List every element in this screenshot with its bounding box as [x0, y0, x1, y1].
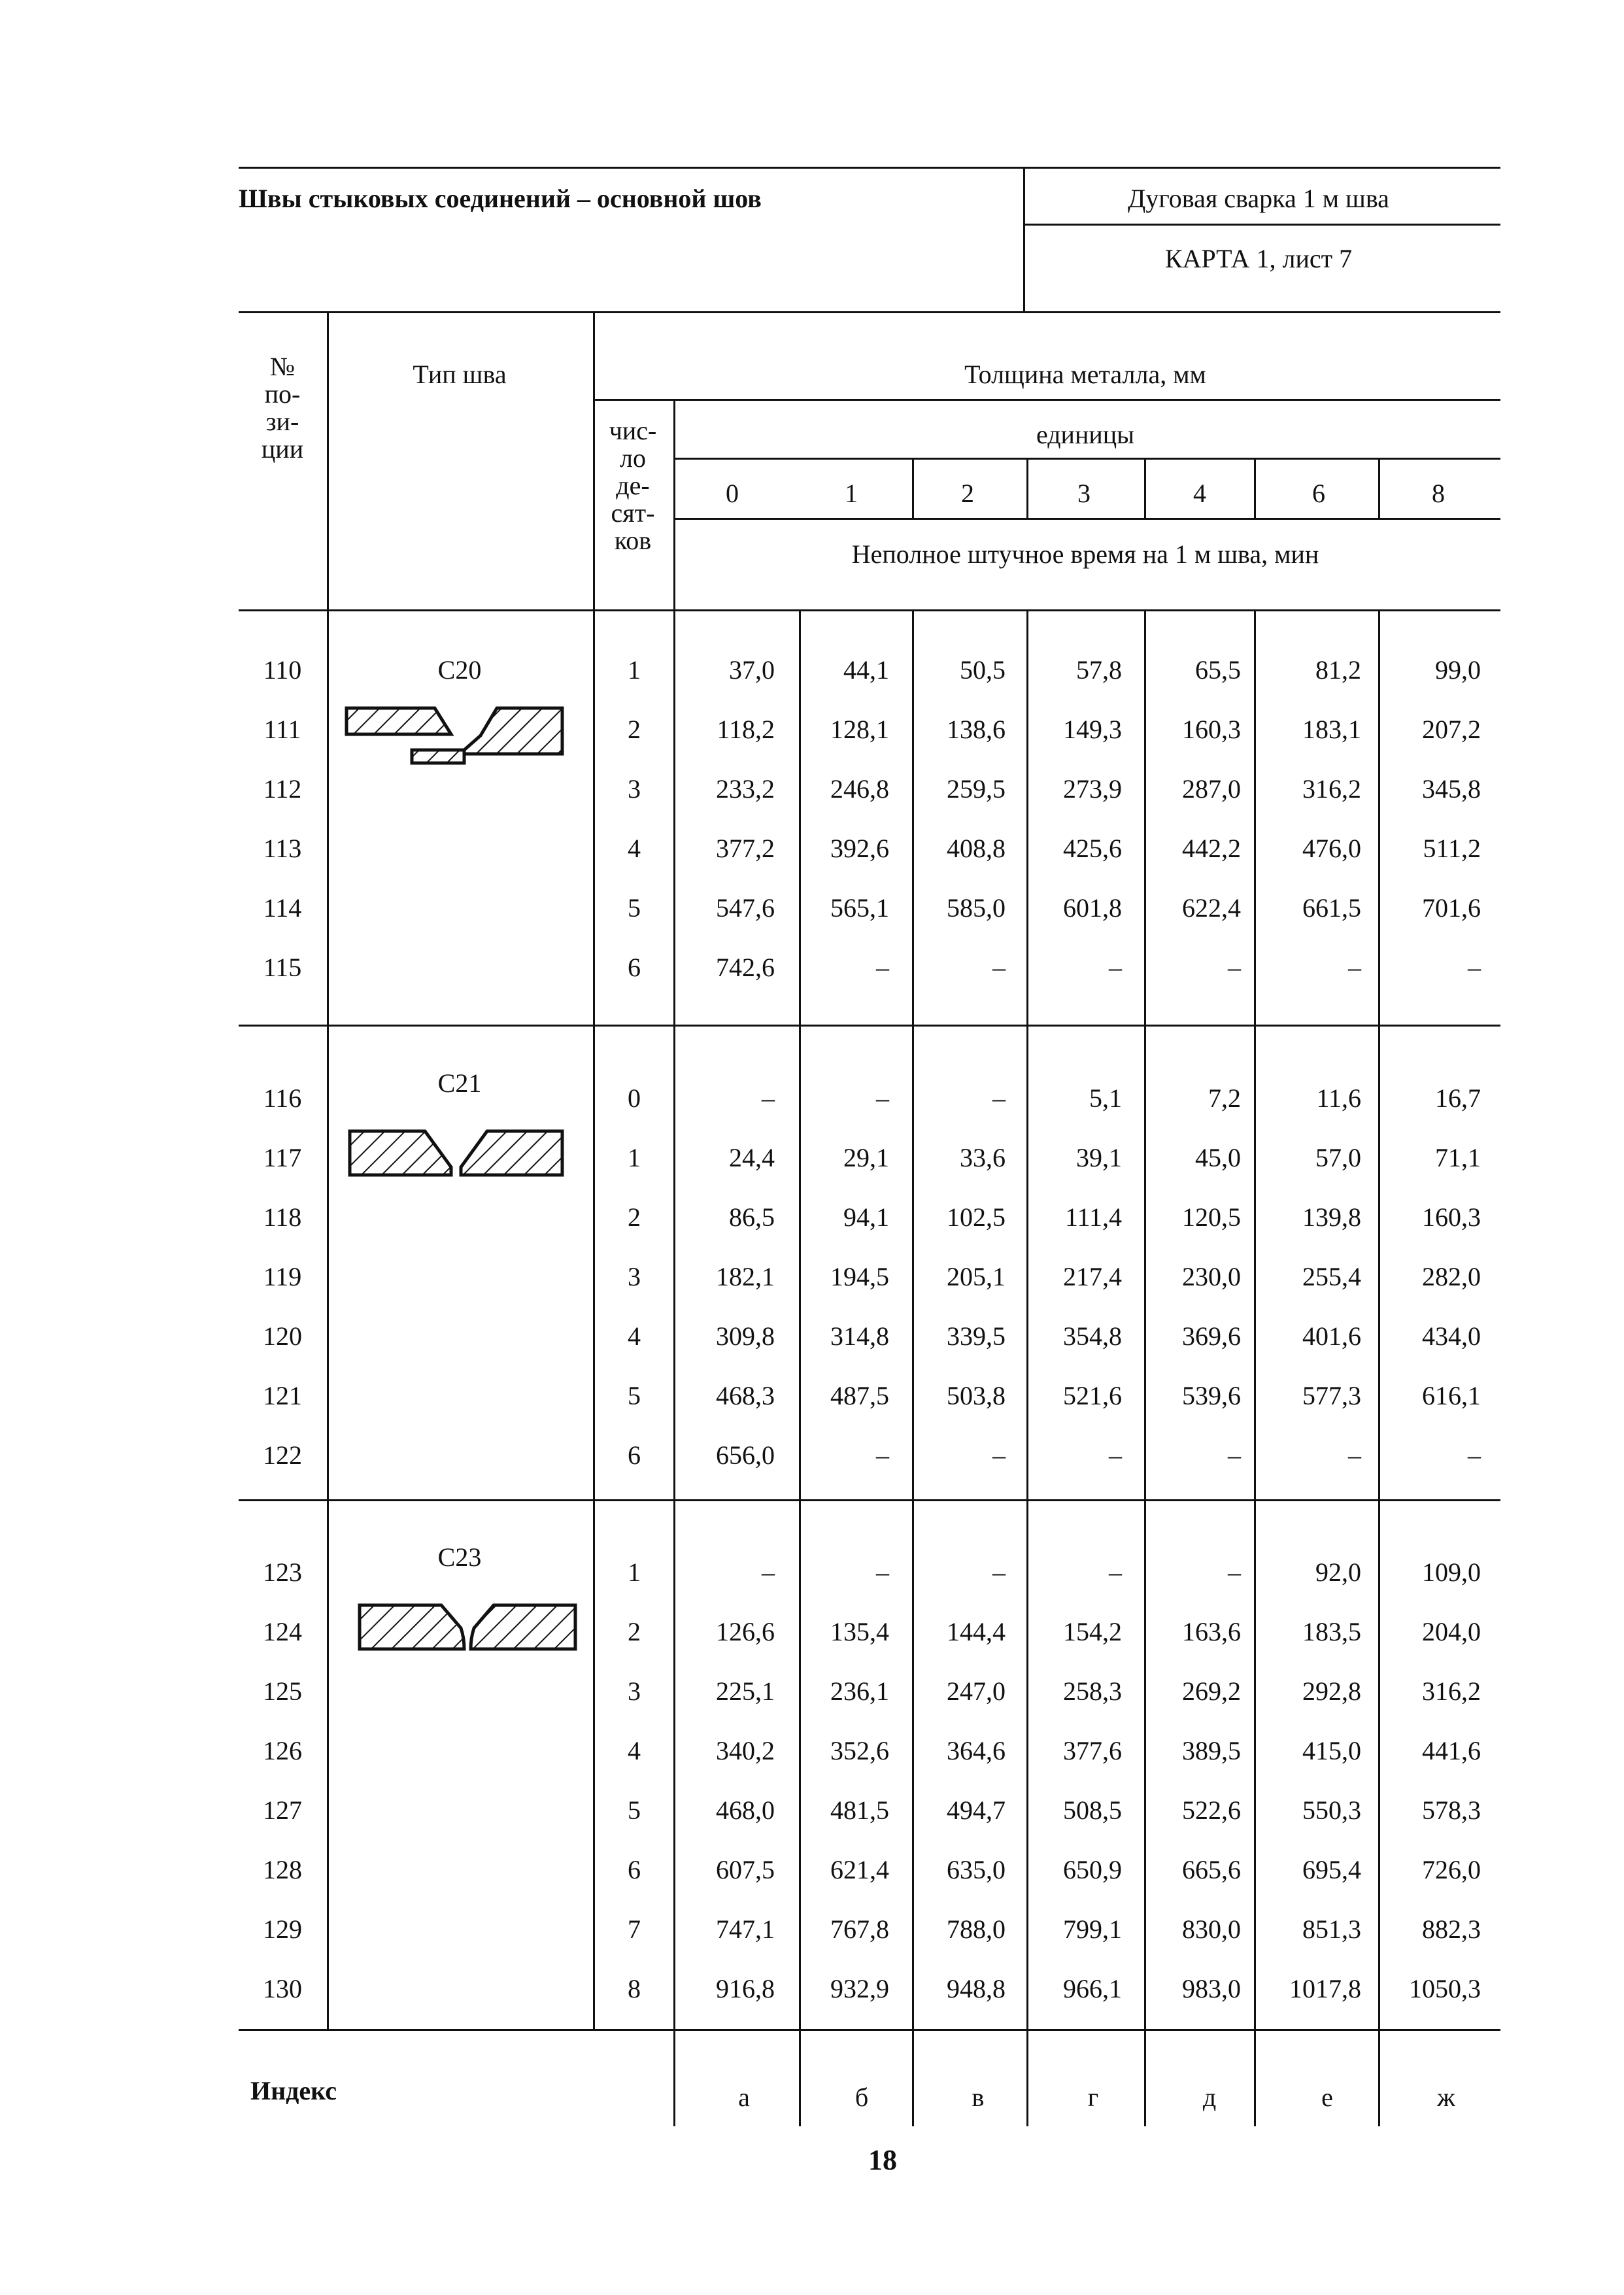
row-value: 247,0 — [947, 1676, 1006, 1706]
row-value: 128,1 — [830, 715, 889, 744]
row-value: 511,2 — [1423, 834, 1481, 863]
row-value: 126,6 — [716, 1617, 775, 1646]
body-col-line — [912, 611, 914, 2126]
row-tens: 1 — [628, 655, 641, 685]
row-position: 112 — [263, 774, 302, 804]
row-position: 115 — [263, 953, 302, 982]
row-position: 121 — [263, 1381, 302, 1410]
unit-header-4: 4 — [1193, 479, 1206, 508]
unit-header-0: 0 — [726, 479, 739, 508]
row-value: 29,1 — [843, 1143, 889, 1172]
row-position: 111 — [263, 715, 301, 744]
row-value: 102,5 — [947, 1202, 1006, 1232]
col-line-pos — [327, 313, 329, 2029]
row-value: 138,6 — [947, 715, 1006, 744]
row-value: – — [1109, 1557, 1122, 1587]
row-value: 144,4 — [947, 1617, 1006, 1646]
row-tens: 4 — [628, 834, 641, 863]
row-value: 601,8 — [1063, 893, 1122, 923]
row-value: 742,6 — [716, 953, 775, 982]
row-value: – — [992, 1557, 1006, 1587]
row-value: – — [1468, 1440, 1481, 1470]
row-value: 236,1 — [830, 1676, 889, 1706]
row-value: 217,4 — [1063, 1262, 1122, 1291]
row-tens: 6 — [628, 953, 641, 982]
row-value: 1017,8 — [1289, 1974, 1361, 2003]
row-value: 16,7 — [1435, 1083, 1481, 1113]
body-col-line — [1378, 611, 1380, 2126]
body-col-line — [1144, 611, 1146, 2126]
row-value: 316,2 — [1302, 774, 1361, 804]
row-tens: 2 — [628, 1617, 641, 1646]
row-value: 340,2 — [716, 1736, 775, 1765]
index-letter-g: г — [1087, 2082, 1099, 2112]
index-letter-v: в — [972, 2082, 985, 2112]
row-value: 442,2 — [1182, 834, 1241, 863]
row-value: 118,2 — [717, 715, 775, 744]
row-value: 135,4 — [830, 1617, 889, 1646]
row-value: 916,8 — [716, 1974, 775, 2003]
row-position: 113 — [263, 834, 302, 863]
row-value: 665,6 — [1182, 1855, 1241, 1884]
row-value: 539,6 — [1182, 1381, 1241, 1410]
row-value: – — [1228, 953, 1241, 982]
row-value: 33,6 — [960, 1143, 1006, 1172]
row-value: 44,1 — [843, 655, 889, 685]
group-separator — [239, 1499, 1500, 1501]
row-value: 282,0 — [1422, 1262, 1481, 1291]
hdr-rule-units-top — [675, 458, 1500, 460]
row-value: 182,1 — [716, 1262, 775, 1291]
unit-line-hdr — [1144, 459, 1146, 518]
row-position: 124 — [263, 1617, 302, 1646]
row-value: 408,8 — [947, 834, 1006, 863]
row-value: 204,0 — [1422, 1617, 1481, 1646]
row-value: 71,1 — [1435, 1143, 1481, 1172]
row-value: 259,5 — [947, 774, 1006, 804]
row-value: 547,6 — [716, 893, 775, 923]
row-value: 345,8 — [1422, 774, 1481, 804]
row-value: 650,9 — [1063, 1855, 1122, 1884]
col-header-seam-type: Тип шва — [413, 360, 507, 389]
row-value: 656,0 — [716, 1440, 775, 1470]
row-value: 120,5 — [1182, 1202, 1241, 1232]
row-tens: 4 — [628, 1736, 641, 1765]
row-position: 117 — [263, 1143, 302, 1172]
body-col-line — [799, 611, 801, 2126]
row-position: 119 — [263, 1262, 302, 1291]
row-value: 851,3 — [1302, 1914, 1361, 1944]
row-tens: 4 — [628, 1321, 641, 1351]
col-header-time: Неполное штучное время на 1 м шва, мин — [851, 539, 1319, 569]
page-title: Швы стыковых соединений – основной шов — [239, 184, 762, 213]
row-value: 635,0 — [947, 1855, 1006, 1884]
row-value: 522,6 — [1182, 1795, 1241, 1825]
row-value: 65,5 — [1195, 655, 1241, 685]
row-tens: 0 — [628, 1083, 641, 1113]
row-tens: 6 — [628, 1855, 641, 1884]
row-position: 114 — [263, 893, 302, 923]
row-value: – — [1348, 953, 1361, 982]
row-value: 434,0 — [1422, 1321, 1481, 1351]
row-value: 1050,3 — [1409, 1974, 1481, 2003]
unit-line-hdr — [912, 459, 914, 518]
body-col-line — [1026, 611, 1028, 2126]
row-position: 127 — [263, 1795, 302, 1825]
row-value: 364,6 — [947, 1736, 1006, 1765]
row-value: 695,4 — [1302, 1855, 1361, 1884]
row-value: 86,5 — [729, 1202, 775, 1232]
row-value: – — [992, 1083, 1006, 1113]
row-position: 126 — [263, 1736, 302, 1765]
row-value: – — [876, 1083, 889, 1113]
row-value: 160,3 — [1182, 715, 1241, 744]
header-bottom-rule — [239, 311, 1500, 313]
row-value: 205,1 — [947, 1262, 1006, 1291]
row-value: 550,3 — [1302, 1795, 1361, 1825]
row-value: 377,6 — [1063, 1736, 1122, 1765]
row-position: 129 — [263, 1914, 302, 1944]
row-position: 118 — [263, 1202, 302, 1232]
row-value: 352,6 — [830, 1736, 889, 1765]
row-value: 354,8 — [1063, 1321, 1122, 1351]
row-value: – — [1228, 1557, 1241, 1587]
row-value: – — [762, 1083, 775, 1113]
row-value: 966,1 — [1063, 1974, 1122, 2003]
row-value: 487,5 — [830, 1381, 889, 1410]
header-mid-rule — [1023, 224, 1500, 226]
unit-header-3: 3 — [1077, 479, 1091, 508]
row-value: 425,6 — [1063, 834, 1122, 863]
index-letter-e: е — [1321, 2082, 1333, 2112]
row-value: 585,0 — [947, 893, 1006, 923]
row-value: – — [762, 1557, 775, 1587]
row-value: 45,0 — [1195, 1143, 1241, 1172]
row-value: 81,2 — [1315, 655, 1361, 685]
row-value: 767,8 — [830, 1914, 889, 1944]
row-value: 983,0 — [1182, 1974, 1241, 2003]
row-value: 163,6 — [1182, 1617, 1241, 1646]
index-letter-a: а — [738, 2082, 750, 2112]
index-label: Индекс — [250, 2076, 337, 2105]
row-value: – — [992, 1440, 1006, 1470]
row-value: 701,6 — [1422, 893, 1481, 923]
row-position: 123 — [263, 1557, 302, 1587]
unit-header-6: 6 — [1312, 479, 1325, 508]
row-value: 339,5 — [947, 1321, 1006, 1351]
seam-sketch-c21 — [347, 1128, 566, 1180]
row-tens: 7 — [628, 1914, 641, 1944]
row-tens: 6 — [628, 1440, 641, 1470]
row-value: – — [876, 1557, 889, 1587]
seam-sketch-c23 — [356, 1602, 579, 1654]
row-tens: 5 — [628, 1381, 641, 1410]
row-position: 120 — [263, 1321, 302, 1351]
row-value: – — [1468, 953, 1481, 982]
row-position: 122 — [263, 1440, 302, 1470]
row-value: 747,1 — [716, 1914, 775, 1944]
col-line-seam — [593, 313, 595, 2029]
row-value: 111,4 — [1064, 1202, 1122, 1232]
row-value: 183,1 — [1302, 715, 1361, 744]
row-value: 377,2 — [716, 834, 775, 863]
row-value: 269,2 — [1182, 1676, 1241, 1706]
row-value: 94,1 — [843, 1202, 889, 1232]
unit-header-2: 2 — [961, 479, 974, 508]
row-tens: 3 — [628, 1262, 641, 1291]
row-value: 415,0 — [1302, 1736, 1361, 1765]
row-value: 194,5 — [830, 1262, 889, 1291]
welding-method: Дуговая сварка 1 м шва — [1128, 184, 1389, 213]
unit-line-hdr — [1378, 459, 1380, 518]
hdr-rule-units-bottom — [675, 518, 1500, 520]
row-value: 273,9 — [1063, 774, 1122, 804]
row-value: 233,2 — [716, 774, 775, 804]
row-value: 154,2 — [1063, 1617, 1122, 1646]
row-tens: 5 — [628, 893, 641, 923]
row-value: 441,6 — [1422, 1736, 1481, 1765]
row-value: 621,4 — [830, 1855, 889, 1884]
row-value: 37,0 — [729, 655, 775, 685]
row-value: 369,6 — [1182, 1321, 1241, 1351]
row-value: 830,0 — [1182, 1914, 1241, 1944]
row-value: 468,3 — [716, 1381, 775, 1410]
hdr-rule-thickness — [594, 399, 1500, 401]
row-position: 110 — [263, 655, 302, 685]
row-value: 788,0 — [947, 1914, 1006, 1944]
row-value: 255,4 — [1302, 1262, 1361, 1291]
row-value: 726,0 — [1422, 1855, 1481, 1884]
header-divider — [1023, 167, 1025, 313]
seam-sketch-c20 — [343, 703, 569, 765]
page-number: 18 — [868, 2144, 897, 2176]
col-header-tens: чис- ло де- сят- ков — [609, 416, 657, 555]
row-value: – — [1109, 953, 1122, 982]
row-value: 607,5 — [716, 1855, 775, 1884]
seam-type-c20: С20 — [437, 655, 482, 685]
row-value: 7,2 — [1208, 1083, 1241, 1113]
row-tens: 1 — [628, 1557, 641, 1587]
row-value: 207,2 — [1422, 715, 1481, 744]
table-header-bottom-rule — [239, 609, 1500, 611]
row-tens: 8 — [628, 1974, 641, 2003]
row-value: 481,5 — [830, 1795, 889, 1825]
row-value: – — [992, 953, 1006, 982]
row-value: 11,6 — [1316, 1083, 1361, 1113]
row-value: 109,0 — [1422, 1557, 1481, 1587]
row-value: 494,7 — [947, 1795, 1006, 1825]
row-value: 139,8 — [1302, 1202, 1361, 1232]
row-value: 258,3 — [1063, 1676, 1122, 1706]
card-label: КАРТА 1, лист 7 — [1164, 244, 1353, 273]
row-value: 160,3 — [1422, 1202, 1481, 1232]
unit-line-hdr — [1026, 459, 1028, 518]
unit-header-1: 1 — [845, 479, 858, 508]
seam-type-c23: С23 — [437, 1542, 482, 1572]
col-header-metal-thickness: Толщина металла, мм — [964, 360, 1206, 389]
row-value: 309,8 — [716, 1321, 775, 1351]
table-bottom-rule — [239, 2029, 1500, 2031]
row-value: 39,1 — [1076, 1143, 1122, 1172]
top-rule — [239, 167, 1500, 169]
unit-line-hdr — [1254, 459, 1256, 518]
row-value: 230,0 — [1182, 1262, 1241, 1291]
row-position: 130 — [263, 1974, 302, 2003]
row-value: – — [876, 1440, 889, 1470]
row-position: 116 — [263, 1083, 302, 1113]
row-tens: 1 — [628, 1143, 641, 1172]
row-value: 578,3 — [1422, 1795, 1481, 1825]
row-value: 476,0 — [1302, 834, 1361, 863]
row-value: 565,1 — [830, 893, 889, 923]
row-value: 316,2 — [1422, 1676, 1481, 1706]
row-value: – — [1348, 1440, 1361, 1470]
row-value: 468,0 — [716, 1795, 775, 1825]
row-value: – — [1228, 1440, 1241, 1470]
seam-type-c21: С21 — [437, 1068, 482, 1098]
row-value: 5,1 — [1089, 1083, 1122, 1113]
row-value: 50,5 — [960, 655, 1006, 685]
row-value: 401,6 — [1302, 1321, 1361, 1351]
row-value: 948,8 — [947, 1974, 1006, 2003]
row-value: 57,8 — [1076, 655, 1122, 685]
row-value: 521,6 — [1063, 1381, 1122, 1410]
row-value: 392,6 — [830, 834, 889, 863]
row-position: 125 — [263, 1676, 302, 1706]
row-value: 314,8 — [830, 1321, 889, 1351]
group-separator — [239, 1025, 1500, 1027]
row-value: – — [1109, 1440, 1122, 1470]
row-value: 287,0 — [1182, 774, 1241, 804]
row-value: 292,8 — [1302, 1676, 1361, 1706]
col-header-units: единицы — [1036, 420, 1135, 449]
row-value: 149,3 — [1063, 715, 1122, 744]
row-value: 246,8 — [830, 774, 889, 804]
row-value: 882,3 — [1422, 1914, 1481, 1944]
row-tens: 5 — [628, 1795, 641, 1825]
row-value: 799,1 — [1063, 1914, 1122, 1944]
row-tens: 2 — [628, 715, 641, 744]
row-tens: 3 — [628, 774, 641, 804]
row-value: 183,5 — [1302, 1617, 1361, 1646]
row-value: 577,3 — [1302, 1381, 1361, 1410]
row-value: 508,5 — [1063, 1795, 1122, 1825]
row-value: 225,1 — [716, 1676, 775, 1706]
row-value: 622,4 — [1182, 893, 1241, 923]
row-value: 92,0 — [1315, 1557, 1361, 1587]
col-header-position: № по- зи- ции — [261, 352, 304, 464]
row-value: – — [876, 953, 889, 982]
row-value: 389,5 — [1182, 1736, 1241, 1765]
row-value: 932,9 — [830, 1974, 889, 2003]
unit-header-8: 8 — [1432, 479, 1445, 508]
index-letter-d: д — [1202, 2082, 1217, 2112]
col-line-tens — [673, 400, 675, 2126]
body-col-line — [1254, 611, 1256, 2126]
row-tens: 2 — [628, 1202, 641, 1232]
row-value: 616,1 — [1422, 1381, 1481, 1410]
row-value: 503,8 — [947, 1381, 1006, 1410]
row-value: 57,0 — [1315, 1143, 1361, 1172]
row-position: 128 — [263, 1855, 302, 1884]
index-letter-zh: ж — [1437, 2082, 1455, 2112]
row-value: 99,0 — [1435, 655, 1481, 685]
row-tens: 3 — [628, 1676, 641, 1706]
row-value: 661,5 — [1302, 893, 1361, 923]
row-value: 24,4 — [729, 1143, 775, 1172]
index-letter-b: б — [854, 2082, 869, 2112]
